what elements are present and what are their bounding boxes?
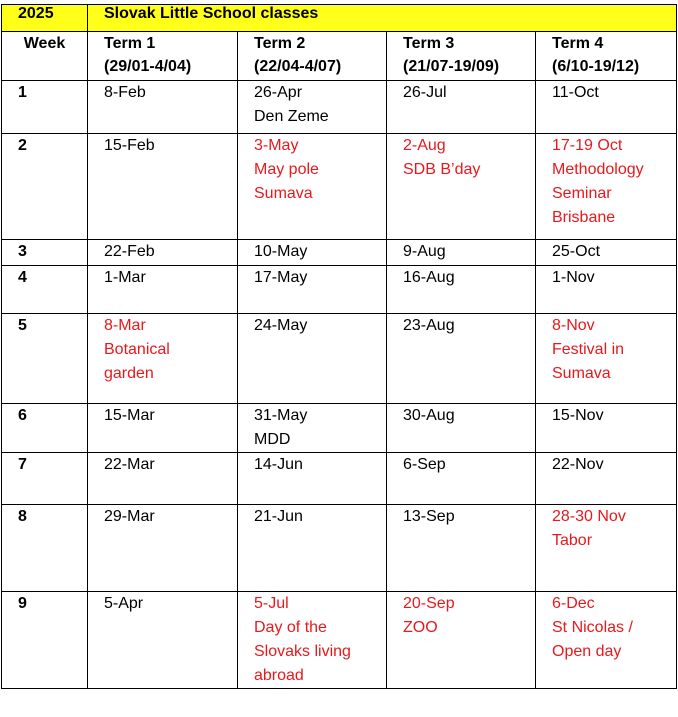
week-number: 8: [2, 505, 88, 592]
term-1-header: [88, 32, 238, 81]
event-text: Seminar: [552, 185, 612, 202]
table-title: Slovak Little School classes: [88, 5, 677, 32]
term-2-cell: [238, 314, 387, 404]
week-number: 6: [2, 404, 88, 453]
term-2-cell: [238, 404, 387, 453]
header-row: [2, 32, 677, 81]
date-text: MDD: [254, 431, 291, 448]
table-row: [2, 404, 677, 453]
term-3-cell: [387, 134, 536, 240]
date-text: 5-Apr: [104, 595, 144, 612]
event-text: Brisbane: [552, 209, 616, 226]
term-dates: (29/01-4/04): [104, 58, 192, 75]
date-text: 25-Oct: [552, 243, 601, 260]
term-4-cell: [536, 266, 677, 314]
term-4-cell: [536, 453, 677, 505]
event-text: Methodology: [552, 161, 644, 178]
event-text: garden: [104, 365, 154, 382]
term-3-cell: [387, 505, 536, 592]
term-3-cell: [387, 404, 536, 453]
event-text: 28-30 Nov: [552, 508, 626, 525]
term-2-cell: [238, 592, 387, 689]
week-number: 3: [2, 240, 88, 266]
event-text: 5-Jul: [254, 595, 289, 612]
event-text: 3-May: [254, 137, 299, 154]
date-text: 15-Nov: [552, 407, 604, 424]
event-text: abroad: [254, 667, 304, 684]
date-text: 30-Aug: [403, 407, 455, 424]
date-text: 23-Aug: [403, 317, 455, 334]
event-text: Slovaks living: [254, 643, 351, 660]
week-number: 1: [2, 81, 88, 134]
week-number: 5: [2, 314, 88, 404]
event-text: 20-Sep: [403, 595, 455, 612]
table-row: [2, 314, 677, 404]
title-row: [2, 5, 677, 32]
table-row: [2, 134, 677, 240]
date-text: 14-Jun: [254, 456, 303, 473]
term-4-cell: [536, 240, 677, 266]
event-text: May pole: [254, 161, 319, 178]
term-3-header: [387, 32, 536, 81]
table-row: [2, 240, 677, 266]
term-name: Term 2: [254, 35, 306, 52]
table-row: [2, 592, 677, 689]
date-text: 15-Mar: [104, 407, 155, 424]
term-dates: (22/04-4/07): [254, 58, 342, 75]
term-3-cell: [387, 592, 536, 689]
event-text: Sumava: [552, 365, 611, 382]
date-text: 22-Mar: [104, 456, 155, 473]
event-text: 6-Dec: [552, 595, 595, 612]
date-text: 9-Aug: [403, 243, 446, 260]
date-text: 8-Feb: [104, 84, 146, 101]
term-1-cell: [88, 81, 238, 134]
term-1-cell: [88, 134, 238, 240]
term-3-cell: [387, 266, 536, 314]
term-2-cell: [238, 505, 387, 592]
date-text: 22-Nov: [552, 456, 604, 473]
table-row: [2, 81, 677, 134]
term-2-cell: [238, 453, 387, 505]
date-text: Den Zeme: [254, 108, 329, 125]
term-4-cell: [536, 592, 677, 689]
event-text: ZOO: [403, 619, 438, 636]
term-2-cell: [238, 266, 387, 314]
term-1-cell: [88, 453, 238, 505]
date-text: 26-Apr: [254, 84, 303, 101]
term-3-cell: [387, 314, 536, 404]
date-text: 1-Mar: [104, 269, 146, 286]
term-dates: (6/10-19/12): [552, 58, 640, 75]
event-text: 8-Mar: [104, 317, 146, 334]
schedule-table: [1, 4, 677, 689]
date-text: 15-Feb: [104, 137, 155, 154]
term-3-cell: [387, 81, 536, 134]
term-4-cell: [536, 505, 677, 592]
term-1-cell: [88, 404, 238, 453]
event-text: Day of the: [254, 619, 327, 636]
term-name: Term 3: [403, 35, 455, 52]
term-4-cell: [536, 81, 677, 134]
date-text: 10-May: [254, 243, 308, 260]
week-number: 7: [2, 453, 88, 505]
term-2-header: [238, 32, 387, 81]
term-2-cell: [238, 134, 387, 240]
week-number: 2: [2, 134, 88, 240]
date-text: 17-May: [254, 269, 308, 286]
date-text: 26-Jul: [403, 84, 447, 101]
term-1-cell: [88, 592, 238, 689]
event-text: Sumava: [254, 185, 313, 202]
term-4-cell: [536, 404, 677, 453]
term-1-cell: [88, 240, 238, 266]
term-3-cell: [387, 453, 536, 505]
term-2-cell: [238, 240, 387, 266]
date-text: 11-Oct: [552, 84, 599, 101]
table-row: [2, 453, 677, 505]
event-text: St Nicolas /: [552, 619, 633, 636]
term-1-cell: [88, 505, 238, 592]
event-text: SDB B’day: [403, 161, 481, 178]
term-4-header: [536, 32, 677, 81]
date-text: 6-Sep: [403, 456, 446, 473]
week-number: 9: [2, 592, 88, 689]
event-text: 8-Nov: [552, 317, 595, 334]
event-text: Botanical: [104, 341, 170, 358]
week-number: 4: [2, 266, 88, 314]
event-text: Festival in: [552, 341, 625, 358]
term-name: Term 4: [552, 35, 604, 52]
date-text: 21-Jun: [254, 508, 303, 525]
term-name: Term 1: [104, 35, 156, 52]
term-1-cell: [88, 314, 238, 404]
week-header: Week: [2, 32, 88, 81]
event-text: Open day: [552, 643, 622, 660]
term-3-cell: [387, 240, 536, 266]
date-text: 1-Nov: [552, 269, 595, 286]
date-text: 16-Aug: [403, 269, 455, 286]
year-label: 2025: [2, 5, 88, 32]
date-text: 29-Mar: [104, 508, 155, 525]
term-4-cell: [536, 314, 677, 404]
term-4-cell: [536, 134, 677, 240]
event-text: 17-19 Oct: [552, 137, 623, 154]
table-row: [2, 266, 677, 314]
event-text: 2-Aug: [403, 137, 446, 154]
term-1-cell: [88, 266, 238, 314]
date-text: 22-Feb: [104, 243, 155, 260]
term-dates: (21/07-19/09): [403, 58, 500, 75]
date-text: 31-May: [254, 407, 308, 424]
date-text: 13-Sep: [403, 508, 455, 525]
term-2-cell: [238, 81, 387, 134]
date-text: 24-May: [254, 317, 308, 334]
table-row: [2, 505, 677, 592]
event-text: Tabor: [552, 532, 593, 549]
